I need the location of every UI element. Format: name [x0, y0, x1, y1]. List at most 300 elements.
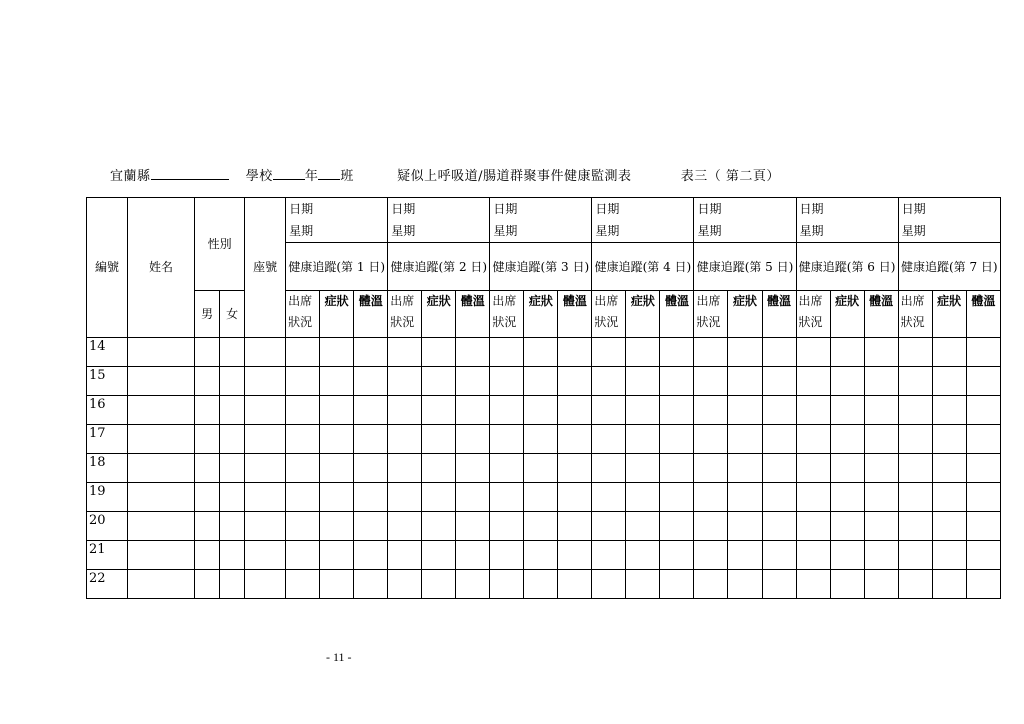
weekday-label: 星期	[289, 224, 314, 238]
temperature-header: 體溫	[864, 291, 898, 338]
entry-cell[interactable]	[660, 483, 694, 512]
entry-cell[interactable]	[694, 512, 728, 541]
entry-cell[interactable]	[796, 541, 830, 570]
attendance-header: 出席狀況	[286, 291, 320, 338]
seat-header: 座號	[245, 198, 286, 338]
weekday-label: 星期	[901, 224, 926, 238]
entry-cell[interactable]	[762, 396, 796, 425]
health-track-header-day-3: 健康追蹤(第 3 日)	[490, 243, 592, 291]
entry-cell[interactable]	[558, 367, 592, 396]
entry-cell[interactable]	[932, 338, 966, 367]
entry-cell[interactable]	[796, 425, 830, 454]
entry-cell[interactable]	[490, 512, 524, 541]
entry-cell[interactable]	[320, 425, 354, 454]
entry-cell[interactable]	[626, 425, 660, 454]
entry-cell[interactable]	[694, 338, 728, 367]
entry-cell[interactable]	[286, 338, 320, 367]
attendance-header: 出席狀況	[490, 291, 524, 338]
entry-cell[interactable]	[286, 425, 320, 454]
entry-cell[interactable]	[728, 454, 762, 483]
entry-cell[interactable]	[286, 570, 320, 599]
entry-cell[interactable]	[320, 512, 354, 541]
entry-cell[interactable]	[245, 454, 286, 483]
entry-cell[interactable]	[864, 338, 898, 367]
county-label: 宜蘭縣	[110, 169, 151, 184]
entry-cell[interactable]	[660, 338, 694, 367]
health-track-header-day-6: 健康追蹤(第 6 日)	[796, 243, 898, 291]
entry-cell[interactable]	[320, 338, 354, 367]
entry-cell[interactable]	[524, 338, 558, 367]
gender-header: 性別	[195, 198, 245, 291]
entry-cell[interactable]	[864, 367, 898, 396]
entry-cell[interactable]	[864, 541, 898, 570]
date-weekday-cell-day-5[interactable]	[694, 198, 796, 243]
entry-cell[interactable]	[490, 396, 524, 425]
table-row	[87, 541, 1001, 570]
entry-cell[interactable]	[728, 338, 762, 367]
entry-cell[interactable]	[966, 483, 1000, 512]
entry-cell[interactable]	[456, 396, 490, 425]
weekday-label: 星期	[595, 224, 620, 238]
entry-cell[interactable]	[195, 570, 220, 599]
row-number: 15	[87, 367, 128, 396]
entry-cell[interactable]	[762, 454, 796, 483]
entry-cell[interactable]	[898, 570, 932, 599]
entry-cell[interactable]	[728, 541, 762, 570]
entry-cell[interactable]	[558, 512, 592, 541]
table-row	[87, 338, 1001, 367]
entry-cell[interactable]	[898, 425, 932, 454]
entry-cell[interactable]	[932, 483, 966, 512]
entry-cell[interactable]	[966, 454, 1000, 483]
date-weekday-cell-day-3[interactable]	[490, 198, 592, 243]
entry-cell[interactable]	[320, 483, 354, 512]
row-number: 22	[87, 570, 128, 599]
entry-cell[interactable]	[128, 541, 195, 570]
entry-cell[interactable]	[245, 396, 286, 425]
entry-cell[interactable]	[864, 512, 898, 541]
entry-cell[interactable]	[796, 396, 830, 425]
date-label: 日期	[595, 202, 620, 216]
entry-cell[interactable]	[286, 541, 320, 570]
entry-cell[interactable]	[796, 512, 830, 541]
entry-cell[interactable]	[558, 425, 592, 454]
entry-cell[interactable]	[864, 454, 898, 483]
page-number: - 11 -	[326, 650, 352, 664]
entry-cell[interactable]	[830, 541, 864, 570]
male-header: 男	[195, 291, 220, 338]
entry-cell[interactable]	[558, 483, 592, 512]
entry-cell[interactable]	[626, 396, 660, 425]
entry-cell[interactable]	[626, 367, 660, 396]
entry-cell[interactable]	[728, 483, 762, 512]
entry-cell[interactable]	[830, 338, 864, 367]
entry-cell[interactable]	[626, 338, 660, 367]
entry-cell[interactable]	[354, 541, 388, 570]
school-label: 學校	[245, 169, 273, 184]
entry-cell[interactable]	[220, 512, 245, 541]
symptom-header: 症狀	[320, 291, 354, 338]
entry-cell[interactable]	[524, 570, 558, 599]
entry-cell[interactable]	[320, 570, 354, 599]
entry-cell[interactable]	[830, 454, 864, 483]
entry-cell[interactable]	[694, 454, 728, 483]
entry-cell[interactable]	[898, 396, 932, 425]
entry-cell[interactable]	[966, 512, 1000, 541]
entry-cell[interactable]	[354, 396, 388, 425]
temperature-header: 體溫	[558, 291, 592, 338]
entry-cell[interactable]	[354, 454, 388, 483]
entry-cell[interactable]	[694, 483, 728, 512]
date-weekday-cell-day-7[interactable]	[898, 198, 1000, 243]
entry-cell[interactable]	[932, 454, 966, 483]
county-blank[interactable]	[151, 167, 229, 180]
entry-cell[interactable]	[456, 425, 490, 454]
table-row	[87, 454, 1001, 483]
entry-cell[interactable]	[830, 425, 864, 454]
entry-cell[interactable]	[245, 541, 286, 570]
entry-cell[interactable]	[694, 425, 728, 454]
entry-cell[interactable]	[354, 367, 388, 396]
temperature-header: 體溫	[354, 291, 388, 338]
entry-cell[interactable]	[456, 454, 490, 483]
entry-cell[interactable]	[660, 425, 694, 454]
table-row	[87, 425, 1001, 454]
entry-cell[interactable]	[422, 541, 456, 570]
entry-cell[interactable]	[388, 512, 422, 541]
entry-cell[interactable]	[220, 454, 245, 483]
entry-cell[interactable]	[898, 541, 932, 570]
entry-cell[interactable]	[128, 483, 195, 512]
date-label: 日期	[289, 202, 314, 216]
date-weekday-cell-day-2[interactable]	[388, 198, 490, 243]
date-weekday-cell-day-1[interactable]	[286, 198, 388, 243]
entry-cell[interactable]	[592, 512, 626, 541]
entry-cell[interactable]	[728, 367, 762, 396]
entry-cell[interactable]	[388, 396, 422, 425]
entry-cell[interactable]	[626, 570, 660, 599]
entry-cell[interactable]	[966, 570, 1000, 599]
entry-cell[interactable]	[354, 570, 388, 599]
row-number: 16	[87, 396, 128, 425]
entry-cell[interactable]	[490, 338, 524, 367]
row-number: 21	[87, 541, 128, 570]
entry-cell[interactable]	[762, 425, 796, 454]
entry-cell[interactable]	[762, 541, 796, 570]
year-label: 年	[304, 169, 319, 184]
entry-cell[interactable]	[245, 338, 286, 367]
health-track-header-day-2: 健康追蹤(第 2 日)	[388, 243, 490, 291]
entry-cell[interactable]	[195, 454, 220, 483]
entry-cell[interactable]	[354, 512, 388, 541]
entry-cell[interactable]	[762, 570, 796, 599]
entry-cell[interactable]	[354, 483, 388, 512]
entry-cell[interactable]	[195, 396, 220, 425]
year-blank[interactable]	[273, 167, 305, 180]
entry-cell[interactable]	[220, 367, 245, 396]
temperature-header: 體溫	[456, 291, 490, 338]
entry-cell[interactable]	[128, 512, 195, 541]
entry-cell[interactable]	[898, 454, 932, 483]
entry-cell[interactable]	[128, 338, 195, 367]
entry-cell[interactable]	[195, 512, 220, 541]
entry-cell[interactable]	[762, 483, 796, 512]
entry-cell[interactable]	[286, 396, 320, 425]
entry-cell[interactable]	[456, 483, 490, 512]
entry-cell[interactable]	[592, 483, 626, 512]
row-number: 20	[87, 512, 128, 541]
entry-cell[interactable]	[966, 338, 1000, 367]
entry-cell[interactable]	[524, 367, 558, 396]
entry-cell[interactable]	[932, 425, 966, 454]
entry-cell[interactable]	[626, 541, 660, 570]
entry-cell[interactable]	[932, 367, 966, 396]
entry-cell[interactable]	[694, 367, 728, 396]
entry-cell[interactable]	[456, 338, 490, 367]
entry-cell[interactable]	[422, 512, 456, 541]
entry-cell[interactable]	[286, 512, 320, 541]
health-track-header-day-4: 健康追蹤(第 4 日)	[592, 243, 694, 291]
entry-cell[interactable]	[796, 483, 830, 512]
entry-cell[interactable]	[195, 367, 220, 396]
entry-cell[interactable]	[245, 483, 286, 512]
entry-cell[interactable]	[626, 454, 660, 483]
entry-cell[interactable]	[558, 454, 592, 483]
entry-cell[interactable]	[245, 570, 286, 599]
weekday-label: 星期	[493, 224, 518, 238]
entry-cell[interactable]	[195, 483, 220, 512]
entry-cell[interactable]	[524, 425, 558, 454]
entry-cell[interactable]	[195, 541, 220, 570]
entry-cell[interactable]	[245, 425, 286, 454]
date-weekday-cell-day-4[interactable]	[592, 198, 694, 243]
entry-cell[interactable]	[762, 512, 796, 541]
entry-cell[interactable]	[128, 570, 195, 599]
entry-cell[interactable]	[626, 483, 660, 512]
entry-cell[interactable]	[524, 483, 558, 512]
entry-cell[interactable]	[456, 570, 490, 599]
date-label: 日期	[391, 202, 416, 216]
entry-cell[interactable]	[422, 454, 456, 483]
entry-cell[interactable]	[388, 570, 422, 599]
date-label: 日期	[799, 202, 824, 216]
entry-cell[interactable]	[388, 425, 422, 454]
entry-cell[interactable]	[728, 570, 762, 599]
entry-cell[interactable]	[422, 570, 456, 599]
entry-cell[interactable]	[354, 425, 388, 454]
entry-cell[interactable]	[864, 425, 898, 454]
row-number: 14	[87, 338, 128, 367]
entry-cell[interactable]	[966, 541, 1000, 570]
form-title: 疑似上呼吸道/腸道群聚事件健康監測表	[397, 169, 632, 184]
entry-cell[interactable]	[422, 483, 456, 512]
entry-cell[interactable]	[422, 338, 456, 367]
entry-cell[interactable]	[558, 541, 592, 570]
entry-cell[interactable]	[456, 367, 490, 396]
temperature-header: 體溫	[966, 291, 1000, 338]
entry-cell[interactable]	[830, 570, 864, 599]
entry-cell[interactable]	[286, 454, 320, 483]
entry-cell[interactable]	[128, 367, 195, 396]
entry-cell[interactable]	[524, 512, 558, 541]
entry-cell[interactable]	[524, 541, 558, 570]
temperature-header: 體溫	[660, 291, 694, 338]
entry-cell[interactable]	[592, 367, 626, 396]
class-blank[interactable]	[318, 167, 340, 180]
entry-cell[interactable]	[728, 512, 762, 541]
entry-cell[interactable]	[932, 570, 966, 599]
row-number: 18	[87, 454, 128, 483]
attendance-header: 出席狀況	[694, 291, 728, 338]
entry-cell[interactable]	[932, 541, 966, 570]
entry-cell[interactable]	[558, 396, 592, 425]
entry-cell[interactable]	[660, 367, 694, 396]
entry-cell[interactable]	[128, 425, 195, 454]
entry-cell[interactable]	[220, 541, 245, 570]
table-label: 表三（ 第二頁）	[680, 169, 780, 184]
entry-cell[interactable]	[388, 541, 422, 570]
entry-cell[interactable]	[456, 541, 490, 570]
class-label: 班	[340, 169, 354, 184]
entry-cell[interactable]	[592, 570, 626, 599]
entry-cell[interactable]	[245, 367, 286, 396]
temperature-header: 體溫	[762, 291, 796, 338]
entry-cell[interactable]	[626, 512, 660, 541]
entry-cell[interactable]	[660, 512, 694, 541]
symptom-header: 症狀	[932, 291, 966, 338]
entry-cell[interactable]	[762, 367, 796, 396]
entry-cell[interactable]	[220, 483, 245, 512]
entry-cell[interactable]	[728, 396, 762, 425]
entry-cell[interactable]	[128, 454, 195, 483]
entry-cell[interactable]	[422, 396, 456, 425]
entry-cell[interactable]	[660, 454, 694, 483]
entry-cell[interactable]	[524, 396, 558, 425]
entry-cell[interactable]	[864, 570, 898, 599]
entry-cell[interactable]	[830, 512, 864, 541]
form-header	[110, 165, 780, 184]
entry-cell[interactable]	[660, 570, 694, 599]
entry-cell[interactable]	[524, 454, 558, 483]
entry-cell[interactable]	[490, 425, 524, 454]
entry-cell[interactable]	[490, 541, 524, 570]
entry-cell[interactable]	[422, 425, 456, 454]
entry-cell[interactable]	[320, 541, 354, 570]
entry-cell[interactable]	[728, 425, 762, 454]
weekday-label: 星期	[697, 224, 722, 238]
entry-cell[interactable]	[320, 396, 354, 425]
entry-cell[interactable]	[932, 396, 966, 425]
attendance-header: 出席狀況	[388, 291, 422, 338]
health-track-header-day-7: 健康追蹤(第 7 日)	[898, 243, 1000, 291]
date-weekday-cell-day-6[interactable]	[796, 198, 898, 243]
entry-cell[interactable]	[898, 512, 932, 541]
entry-cell[interactable]	[592, 338, 626, 367]
entry-cell[interactable]	[286, 367, 320, 396]
entry-cell[interactable]	[195, 338, 220, 367]
entry-cell[interactable]	[388, 338, 422, 367]
entry-cell[interactable]	[220, 338, 245, 367]
health-track-header-day-1: 健康追蹤(第 1 日)	[286, 243, 388, 291]
entry-cell[interactable]	[830, 367, 864, 396]
entry-cell[interactable]	[796, 367, 830, 396]
entry-cell[interactable]	[592, 425, 626, 454]
entry-cell[interactable]	[286, 483, 320, 512]
entry-cell[interactable]	[220, 425, 245, 454]
entry-cell[interactable]	[245, 512, 286, 541]
entry-cell[interactable]	[762, 338, 796, 367]
row-number: 17	[87, 425, 128, 454]
entry-cell[interactable]	[490, 454, 524, 483]
entry-cell[interactable]	[388, 454, 422, 483]
symptom-header: 症狀	[422, 291, 456, 338]
entry-cell[interactable]	[830, 483, 864, 512]
entry-cell[interactable]	[966, 367, 1000, 396]
attendance-header: 出席狀況	[592, 291, 626, 338]
entry-cell[interactable]	[128, 396, 195, 425]
entry-cell[interactable]	[220, 570, 245, 599]
entry-cell[interactable]	[932, 512, 966, 541]
entry-cell[interactable]	[966, 396, 1000, 425]
weekday-label: 星期	[799, 224, 824, 238]
entry-cell[interactable]	[490, 483, 524, 512]
entry-cell[interactable]	[558, 570, 592, 599]
entry-cell[interactable]	[388, 483, 422, 512]
entry-cell[interactable]	[558, 338, 592, 367]
entry-cell[interactable]	[456, 512, 490, 541]
entry-cell[interactable]	[592, 541, 626, 570]
table-row	[87, 570, 1001, 599]
entry-cell[interactable]	[320, 454, 354, 483]
date-label: 日期	[697, 202, 722, 216]
entry-cell[interactable]	[864, 396, 898, 425]
female-header: 女	[220, 291, 245, 338]
entry-cell[interactable]	[490, 367, 524, 396]
entry-cell[interactable]	[320, 367, 354, 396]
entry-cell[interactable]	[592, 454, 626, 483]
entry-cell[interactable]	[864, 483, 898, 512]
health-track-header-day-5: 健康追蹤(第 5 日)	[694, 243, 796, 291]
entry-cell[interactable]	[422, 367, 456, 396]
entry-cell[interactable]	[195, 425, 220, 454]
symptom-header: 症狀	[626, 291, 660, 338]
table-row	[87, 396, 1001, 425]
weekday-label: 星期	[391, 224, 416, 238]
entry-cell[interactable]	[694, 570, 728, 599]
entry-cell[interactable]	[354, 338, 388, 367]
table-row	[87, 367, 1001, 396]
attendance-header: 出席狀況	[898, 291, 932, 338]
entry-cell[interactable]	[490, 570, 524, 599]
entry-cell[interactable]	[694, 541, 728, 570]
entry-cell[interactable]	[796, 570, 830, 599]
entry-cell[interactable]	[660, 541, 694, 570]
health-monitoring-table	[86, 197, 1001, 599]
entry-cell[interactable]	[694, 396, 728, 425]
entry-cell[interactable]	[898, 338, 932, 367]
entry-cell[interactable]	[796, 454, 830, 483]
row-number: 19	[87, 483, 128, 512]
entry-cell[interactable]	[220, 396, 245, 425]
entry-cell[interactable]	[898, 367, 932, 396]
entry-cell[interactable]	[898, 483, 932, 512]
entry-cell[interactable]	[830, 396, 864, 425]
entry-cell[interactable]	[796, 338, 830, 367]
entry-cell[interactable]	[660, 396, 694, 425]
entry-cell[interactable]	[966, 425, 1000, 454]
entry-cell[interactable]	[592, 396, 626, 425]
entry-cell[interactable]	[388, 367, 422, 396]
